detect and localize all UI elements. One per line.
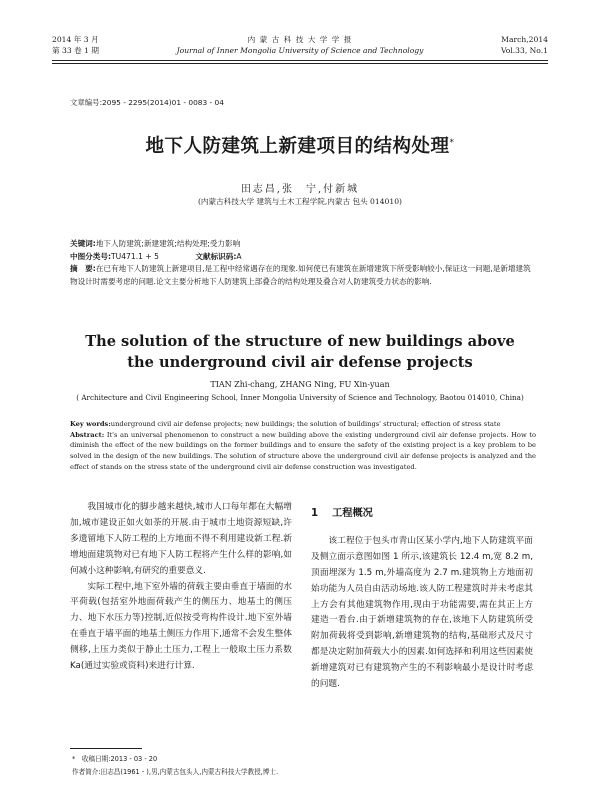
footnote-author-bio: 作者简介:田志昌(1961 - ),男,内蒙古包头人,内蒙古科技大学教授,博士. <box>72 768 279 776</box>
authors-cn: 田志昌,张 宁,付新城 <box>240 184 360 195</box>
header-volume-en: Vol.33, No.1 <box>500 46 548 55</box>
footnote-received <box>72 753 278 766</box>
received-date: 收稿日期:2013 - 03 - 20 <box>81 755 158 763</box>
body-left-column <box>70 500 292 675</box>
footnote <box>72 753 278 779</box>
keywords-cn <box>70 238 532 251</box>
header-journal-cn: 内 蒙 古 科 技 大 学 学 报 <box>247 35 353 44</box>
body-right-column <box>311 506 533 693</box>
doc-code-label: 文献标识码: <box>195 251 237 261</box>
abstract-cn-label: 摘 要: <box>70 264 96 274</box>
affiliation-en: ( Architecture and Civil Engineering School, Inner Mongolia University of Science and Technology, Baotou 014010, China) <box>76 393 524 402</box>
title-cn-text: 地下人防建筑上新建项目的结构处理 <box>145 136 450 157</box>
header-date-en: March,2014 <box>501 35 548 44</box>
footnote-rule <box>70 748 142 749</box>
header-rule <box>52 60 548 64</box>
keywords-cn-label: 关键词: <box>70 239 96 248</box>
classification-cn <box>70 251 532 264</box>
title-en-line-2: the underground civil air defense projects <box>127 354 473 371</box>
keywords-en <box>70 419 536 430</box>
header-right <box>501 34 548 56</box>
article-number: 文章编号:2095 - 2295(2014)01 - 0083 - 04 <box>70 98 224 107</box>
section-number: 1 <box>311 508 319 519</box>
abstract-cn <box>70 263 532 288</box>
title-footnote-mark: * <box>449 137 455 148</box>
abstract-en-text: It's an universal phenomenon to construct a new building above the existing underground civil air defense projects. How to diminish the effect of the new buildings on the former buildings and to ensure the safety of the existing project is a key problem to be solved in the design of the new buildings. The solution of structure above the underground civil air defense projects is analyzed and the effect of stands on the stress state of the underground civil air defense construction was investigated. <box>70 430 536 471</box>
keywords-en-text: underground civil air defense projects; new buildings; the solution of buildings' structural; effection of stress state <box>110 420 501 428</box>
header-volume-cn: 第 33 卷 1 期 <box>52 46 99 55</box>
body-paragraph: 实际工程中,地下室外墙的荷载主要由垂直于墙面的水平荷载(包括室外地面荷载产生的侧压力、地基土的侧压力、地下水压力等)控制,近似按受弯构件设计.地下室外墙在垂直于墙平面的地基土侧压力作用下,通常不会发生整体侧移,上压力类似于静止土压力,工程上一般取土压力系数 Ka(通过实验或资料)来进行计算. <box>70 581 292 672</box>
clc-value: TU471.1 + 5 <box>111 251 159 261</box>
title-cn <box>40 132 560 158</box>
cn-meta-block <box>70 238 532 288</box>
abstract-en <box>70 430 536 473</box>
keywords-en-label: Key words: <box>70 420 111 428</box>
abstract-en-label: Abstract: <box>70 430 105 439</box>
title-en-line-1: The solution of the structure of new buildings above <box>85 333 515 350</box>
header-journal-en: Journal of Inner Mongolia University of Science and Technology <box>176 46 424 55</box>
header-center <box>52 34 548 56</box>
keywords-cn-text: 地下人防建筑;新建建筑;结构处理;受力影响 <box>95 239 241 248</box>
footnote-mark: * <box>72 755 76 763</box>
body-paragraph: 我国城市化的脚步越来越快,城市人口每年都在大幅增加,城市建设正如火如荼的开展.由于城市土地资源短缺,许多遗留地下人防工程的上方地面不得不利用建设新工程.新增地面建筑物对已有地下人防工程将产生什么样的影响,如何减小这种影响,有研究的重要意义. <box>70 502 292 576</box>
en-meta-block <box>70 419 536 473</box>
affiliation-cn: (内蒙古科技大学 建筑与土木工程学院,内蒙古 包头 014010) <box>197 197 403 206</box>
doc-code-value: A <box>236 251 242 261</box>
clc-label: 中图分类号: <box>70 251 112 261</box>
section-heading <box>311 506 533 522</box>
abstract-cn-text: 在已有地下人防建筑上新建项目,是工程中经常遇存在的现象.如何使已有建筑在新增建筑下所受影响较小,保证这一问题,是新增建筑物设计时需要考虑的问题.论文主要分析地下人防建筑上部叠合的结构处理及叠合对人防建筑受力状态的影响. <box>70 264 531 286</box>
body-paragraph: 该工程位于包头市青山区某小学内,地下人防建筑平面及侧立面示意图如图 1 所示,该建筑长 12.4 m,宽 8.2 m,顶面埋深为 1.5 m,外墙高度为 2.7 m.建筑物上方地面初始功能为人员自由活动场地.该人防工程建筑时并未考虑其上方会有其他建筑物作用,现由于功能需要,需在其正上方建造一看台.由于新增建筑物的存在,该地下人防建筑所受附加荷载将受到影响,新增建筑物的结构,基础形式及尺寸都是决定附加荷载大小的因素.如何选择和利用这些因素使新增建筑对已有建筑物产生的不利影响最小是设计时考虑的问题. <box>311 535 533 690</box>
title-en <box>40 331 560 373</box>
section-title: 工程概况 <box>332 508 373 519</box>
header-date-cn: 2014 年 3 月 <box>52 35 99 44</box>
authors-en: TIAN Zhi-chang, ZHANG Ning, FU Xin-yuan <box>210 380 390 389</box>
